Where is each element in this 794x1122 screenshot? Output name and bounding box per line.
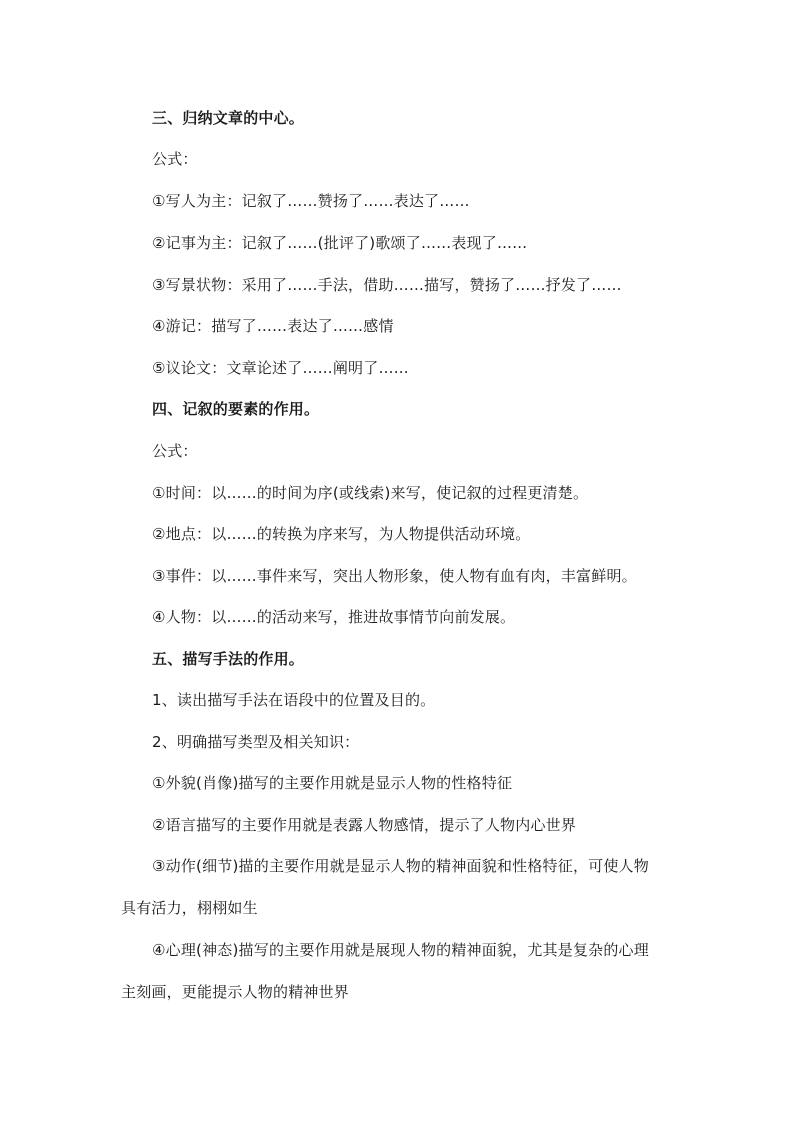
section4-item-3: ③事件：以……事件来写，突出人物形象，使人物有血有肉，丰富鲜明。 [152, 567, 637, 585]
section5-step-1: 1、读出描写手法在语段中的位置及目的。 [152, 691, 436, 709]
section4-item-2: ②地点：以……的转换为序来写，为人物提供活动环境。 [152, 525, 531, 543]
section5-item-1: ①外貌(肖像)描写的主要作用就是显示人物的性格特征 [152, 774, 513, 792]
section5-item-2: ②语言描写的主要作用就是表露人物感情，提示了人物内心世界 [152, 816, 577, 834]
section4-item-4: ④人物：以……的活动来写，推进故事情节向前发展。 [152, 608, 516, 626]
section4-heading: 四、记叙的要素的作用。 [152, 400, 320, 418]
section3-item-5: ⑤议论文：文章论述了……阐明了…… [152, 359, 409, 377]
section5-heading: 五、描写手法的作用。 [152, 650, 305, 668]
section5-item-4-line-1: ④心理(神态)描写的主要作用就是展现人物的精神面貌，尤其是复杂的心理 [152, 941, 649, 959]
section3-heading: 三、归纳文章的中心。 [152, 109, 305, 127]
section4-formula-label: 公式： [152, 442, 198, 460]
section3-item-4: ④游记：描写了……表达了……感情 [152, 317, 394, 335]
section3-formula-label: 公式： [152, 150, 198, 168]
section3-item-3: ③写景状物：采用了……手法，借助……描写，赞扬了……抒发了…… [152, 276, 622, 294]
section5-item-3-line-1: ③动作(细节)描的主要作用就是显示人物的精神面貌和性格特征，可使人物 [152, 857, 649, 875]
section5-item-3-line-2: 具有活力，栩栩如生 [121, 899, 258, 917]
section5-step-2: 2、明确描写类型及相关知识： [152, 733, 360, 751]
section3-item-1: ①写人为主：记叙了……赞扬了……表达了…… [152, 192, 470, 210]
section3-item-2: ②记事为主：记叙了……(批评了)歌颂了……表现了…… [152, 234, 528, 252]
section4-item-1: ①时间：以……的时间为序(或线索)来写，使记叙的过程更清楚。 [152, 484, 589, 502]
section5-item-4-line-2: 主刻画，更能提示人物的精神世界 [121, 983, 350, 1001]
